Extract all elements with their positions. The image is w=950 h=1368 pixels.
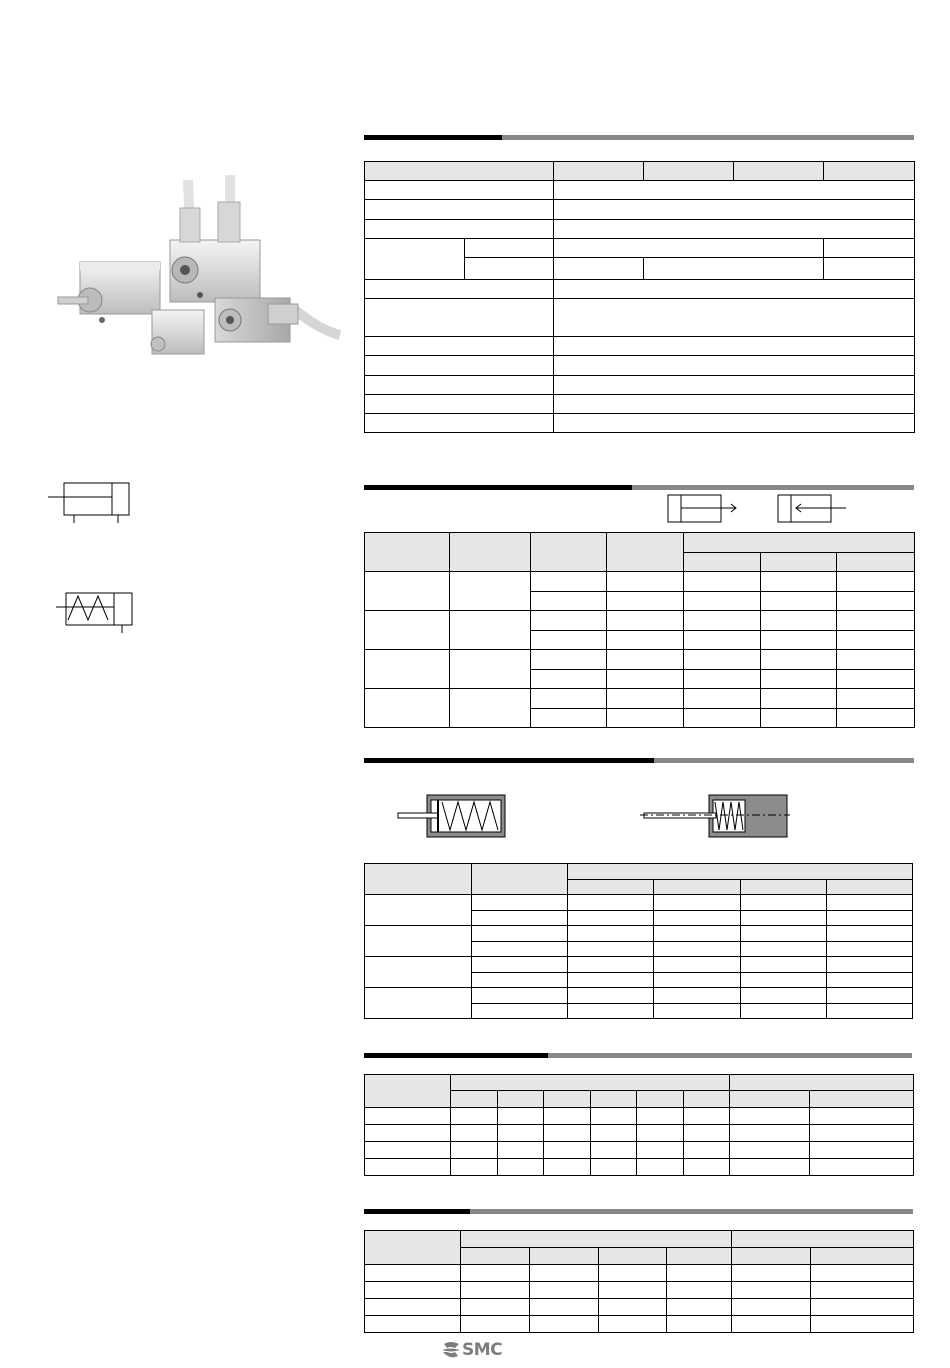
- table-row: [365, 1075, 914, 1091]
- table-row: [365, 864, 913, 880]
- table-row: [365, 957, 913, 973]
- table-row: [365, 239, 915, 258]
- smc-logo: [440, 1338, 512, 1362]
- table-row: [365, 395, 915, 414]
- table-row: [365, 280, 915, 299]
- table-row: [365, 414, 915, 433]
- logo-wordmark: SMC: [462, 1340, 503, 1360]
- section-rule-theoretical-output: [364, 485, 914, 490]
- table-row: [365, 376, 915, 395]
- retract-direction-diagram: [778, 494, 848, 524]
- double-acting-symbol: [44, 480, 136, 524]
- table-row: [365, 572, 915, 592]
- additional-weight-table: [364, 1230, 914, 1333]
- table-row: [365, 200, 915, 220]
- table-row: [365, 1108, 914, 1125]
- table-row: [365, 988, 913, 1004]
- spring-compressed-diagram: [640, 794, 790, 840]
- table-row: [365, 299, 915, 337]
- spring-force-table: [364, 863, 913, 1019]
- product-photo: [40, 170, 340, 370]
- table-row: [365, 1142, 914, 1159]
- table-row: [365, 650, 915, 670]
- table-row: [365, 337, 915, 356]
- extend-direction-diagram: [668, 494, 740, 524]
- table-row: [365, 689, 915, 709]
- table-row: [365, 162, 915, 181]
- table-row: [365, 926, 913, 942]
- section-rule-spring-force: [364, 758, 914, 763]
- table-row: [365, 611, 915, 631]
- theoretical-output-table: [364, 532, 915, 728]
- table-row: [365, 356, 915, 376]
- single-acting-spring-symbol: [52, 590, 142, 634]
- table-row: [365, 1125, 914, 1142]
- table-row: [365, 1159, 914, 1176]
- section-rule-additional-weights: [364, 1209, 913, 1214]
- table-row: [365, 181, 915, 200]
- table-row: [365, 1316, 914, 1333]
- spring-extended-diagram: [398, 794, 508, 840]
- table-row: [365, 220, 915, 239]
- table-row: [365, 1282, 914, 1299]
- table-row: [365, 1265, 914, 1282]
- table-row: [365, 1231, 914, 1248]
- table-row: [365, 1299, 914, 1316]
- specifications-table: [364, 161, 915, 433]
- section-rule-specifications: [364, 135, 914, 140]
- weight-table: [364, 1074, 914, 1176]
- table-row: [365, 533, 915, 553]
- table-row: [365, 895, 913, 911]
- section-rule-weights: [364, 1053, 912, 1058]
- smc-logo-mark-icon: [440, 1341, 462, 1359]
